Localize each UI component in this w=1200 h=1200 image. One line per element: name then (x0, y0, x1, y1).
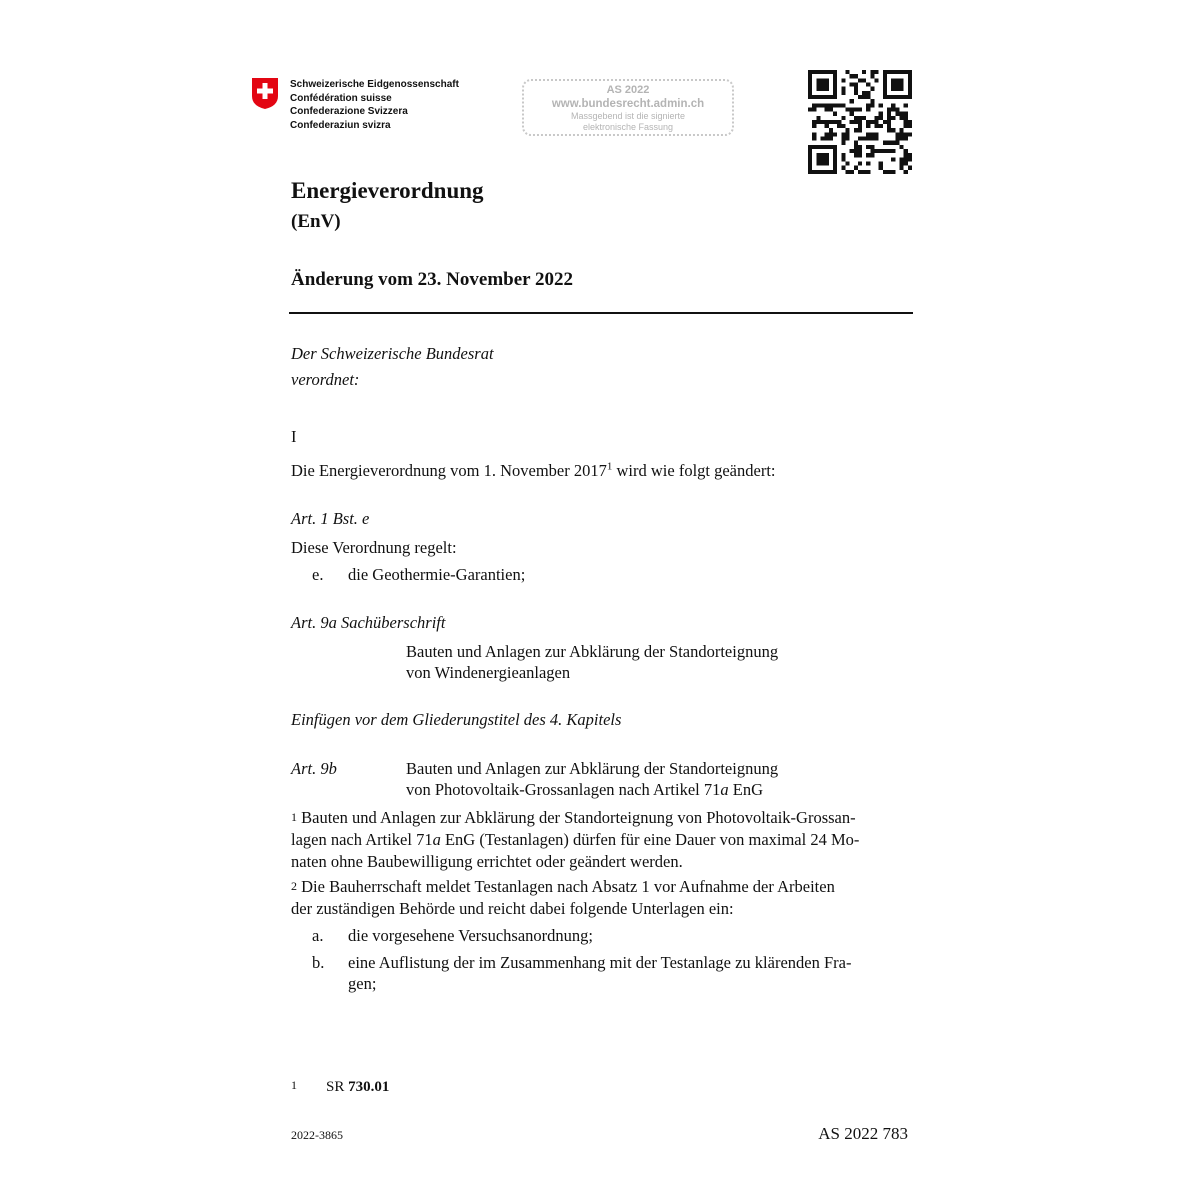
paragraph-1-number: 1 (291, 810, 297, 824)
paragraph-1-line2-tail: EnG (Testanlagen) dürfen für eine Dauer von maximal 24 Mo- (440, 830, 860, 849)
document-id: 2022-3865 (291, 1128, 343, 1142)
art9a-title-line2: von Windenergieanlagen (406, 663, 571, 682)
footnote-text (326, 1079, 389, 1096)
art9b-title-line2 (406, 779, 763, 801)
footnote-number: 1 (291, 1078, 297, 1092)
swiss-flag-icon (250, 76, 280, 110)
confederation-it: Confederazione Svizzera (290, 106, 408, 117)
confederation-de: Schweizerische Eidgenossenschaft (290, 79, 459, 90)
paragraph-1-line3: naten ohne Baubewilligung errichtet oder geändert werden. (291, 852, 683, 871)
intro-text: Die Energieverordnung vom 1. November 2017 (291, 461, 607, 480)
art9a-heading: Art. 9a Sachüberschrift (291, 613, 446, 632)
stamp-note-1: Massgebend ist die signierte (570, 111, 686, 121)
art1-item-text: die Geothermie-Garantien; (348, 565, 526, 584)
document-abbreviation: (EnV) (291, 211, 341, 232)
list-item-b-line2: gen; (348, 974, 377, 993)
page-reference: AS 2022 783 (818, 1124, 908, 1143)
insertion-note: Einfügen vor dem Gliederungstitel des 4. Kapitels (291, 710, 622, 729)
paragraph-1-line2-italic: a (432, 830, 441, 849)
stamp-note-2: elektronische Fassung (582, 122, 674, 132)
footnote-prefix: SR (326, 1079, 349, 1095)
preamble-verb: verordnet: (291, 370, 360, 389)
paragraph-2-line1 (291, 876, 909, 898)
art9b-label-prefix: Art. 9 (291, 759, 329, 778)
stamp-url[interactable]: www.bundesrecht.admin.ch (551, 98, 705, 110)
confederation-rm: Confederaziun svizra (290, 119, 391, 131)
intro-tail: wird wie folgt geändert: (612, 461, 776, 480)
list-item-a-letter: a. (312, 926, 324, 945)
art9a-title-line1: Bauten und Anlagen zur Abklärung der Standorteignung (406, 642, 779, 661)
amendment-date: Änderung vom 23. November 2022 (291, 269, 574, 290)
publication-stamp (522, 79, 734, 136)
intro-paragraph (291, 460, 776, 482)
list-item-b-line1: eine Auflistung der im Zusammenhang mit der Testanlage zu klärenden Fra- (348, 953, 852, 972)
art9b-title-line1: Bauten und Anlagen zur Abklärung der Standorteignung (406, 759, 779, 778)
qr-code-icon (808, 70, 912, 174)
footnote-reference[interactable]: 1 (606, 460, 613, 473)
paragraph-1-line1-text: Bauten und Anlagen zur Abklärung der Standorteignung von Photovoltaik-Grossan- (301, 808, 856, 827)
footnote-sr-number[interactable]: 730.01 (348, 1079, 390, 1095)
art9b-label (291, 758, 337, 780)
title-divider (289, 312, 913, 314)
paragraph-1-line2-text: lagen nach Artikel 71 (291, 830, 433, 849)
paragraph-2-number: 2 (291, 879, 297, 893)
list-item-a-text: die vorgesehene Versuchsanordnung; (348, 926, 593, 945)
art9b-title-line2-italic: a (720, 780, 729, 799)
art1-heading: Art. 1 Bst. e (291, 509, 370, 528)
paragraph-1 (291, 807, 909, 873)
art9b-label-suffix: b (328, 759, 337, 778)
section-number: I (291, 427, 297, 446)
paragraph-2 (291, 876, 909, 920)
preamble-issuer: Der Schweizerische Bundesrat (291, 344, 494, 363)
confederation-fr: Confédération suisse (290, 92, 392, 104)
art1-lead: Diese Verordnung regelt: (291, 538, 457, 557)
art1-item-letter: e. (312, 565, 324, 584)
paragraph-1-line1 (291, 807, 909, 829)
paragraph-2-line1-text: Die Bauherrschaft meldet Testanlagen nach Absatz 1 vor Aufnahme der Arbeiten (301, 877, 835, 896)
paragraph-2-line2: der zuständigen Behörde und reicht dabei folgende Unterlagen ein: (291, 899, 734, 918)
art9b-title-line2-text: von Photovoltaik-Grossanlagen nach Artikel 71 (406, 780, 721, 799)
stamp-collection: AS 2022 (606, 84, 650, 96)
document-title: Energieverordnung (291, 178, 484, 203)
paragraph-1-line2 (291, 829, 909, 851)
list-item-b-letter: b. (312, 953, 325, 972)
confederation-names (290, 78, 459, 132)
art9b-title-line2-tail: EnG (728, 780, 763, 799)
